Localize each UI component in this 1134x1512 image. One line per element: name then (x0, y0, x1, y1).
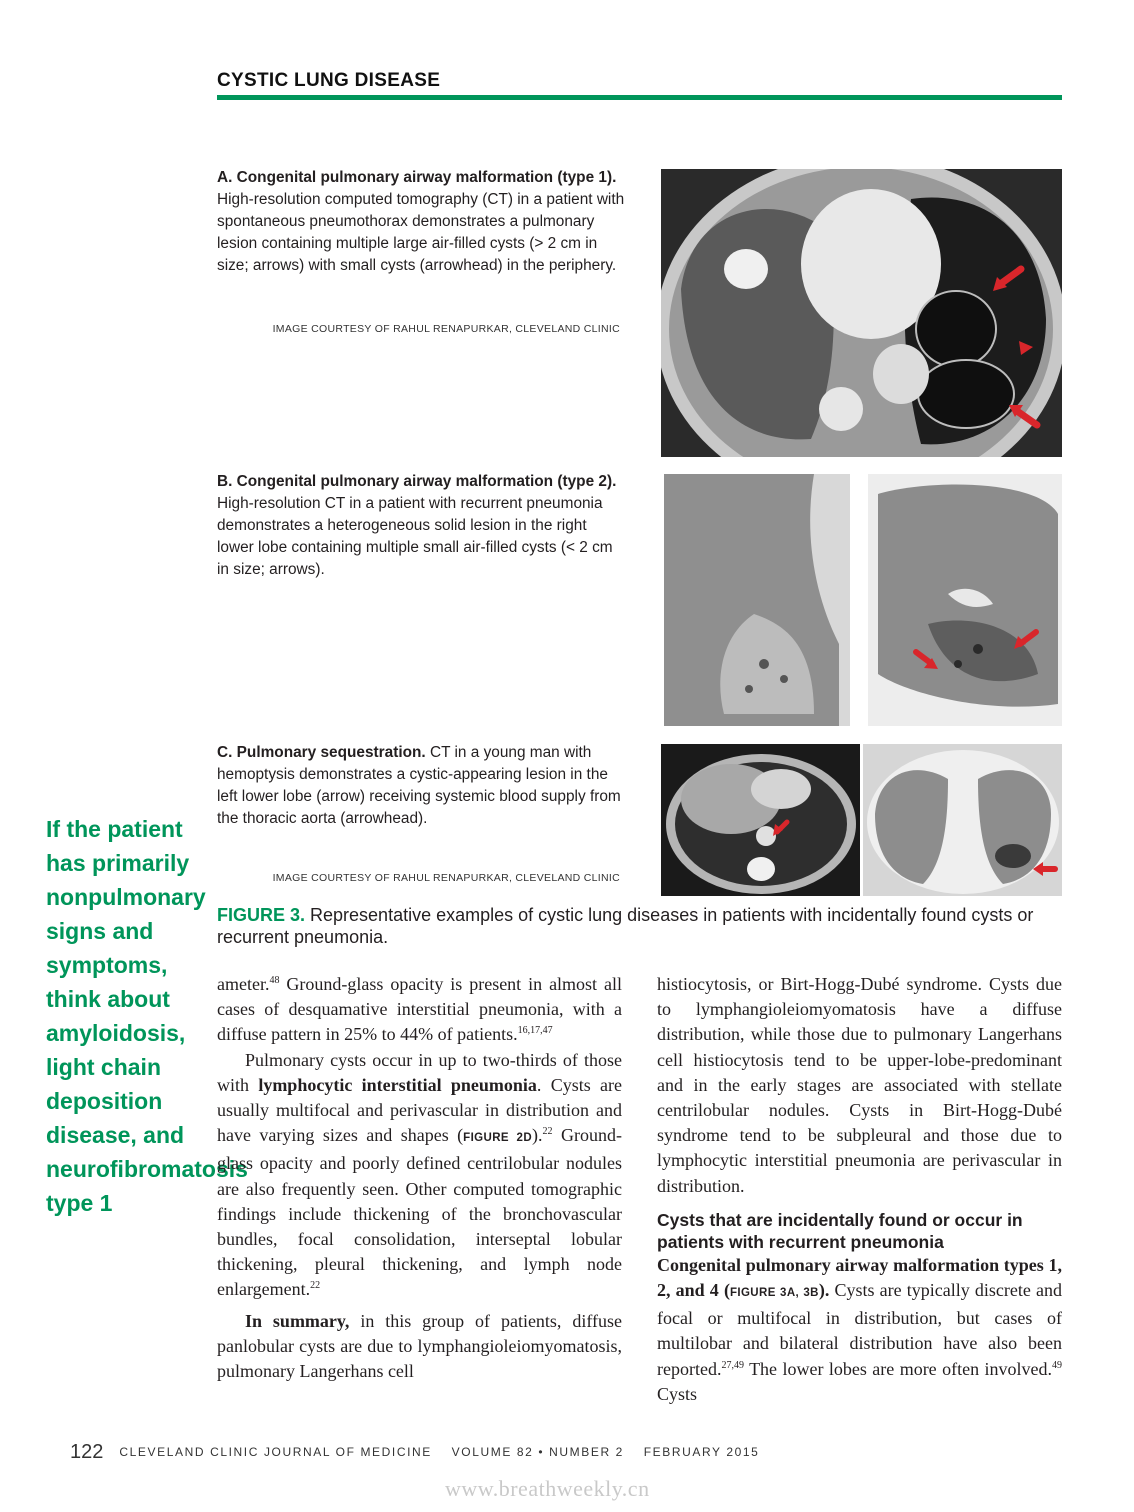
page-footer (70, 1441, 759, 1464)
body-paragraph: In summary, in this group of patients, diffuse panlobular cysts are due to lymphangioleiomyomatosis, pulmonary Langerhans cell (217, 1310, 622, 1382)
page-number: 122 (70, 1441, 104, 1463)
figure-caption (217, 904, 1047, 948)
body-paragraph: Pulmonary cysts occur in up to two-thirds of those with lymphocytic interstitial pneumonia. Cysts are usually multifocal and perivascular in distribution and have varying sizes and shapes (FIGURE 2D).$^{22}$ Ground-glass opacity and poorly defined centrilobular nodules are also frequently seen. Other computed tomographic findings include thickening of the bronchovascular bundles, focal consolidation, interseptal lobular thickening, pleural thickening, and lymph node enlargement.$^{22}$ (217, 1049, 622, 1300)
panel-a-text: High-resolution computed tomography (CT) in a patient with spontaneous pneumothorax demonstrates a pulmonary lesion containing multiple large air-filled cysts (> 2 cm in size; arrows) with small cysts (arrowhead) in the periphery. (217, 191, 625, 274)
panel-a-caption (217, 167, 627, 277)
section-header: CYSTIC LUNG DISEASE (217, 70, 441, 91)
figure-reference: FIGURE 3A, 3B (729, 1287, 819, 1300)
body-paragraph: histiocytosis, or Birt-Hogg-Dubé syndrome. Cysts due to lymphangioleiomyomatosis have a diffuse distribution, while those due to pulmonary Langerhans cell histiocytosis tend to be upper-lobe-predominant and in the early stages are associated with stellate centrilobular nodules. Cysts in Birt-Hogg-Dubé syndrome tend to be subpleural and those due to lymphocytic interstitial pneumonia are perivascular in distribution. (657, 974, 1062, 1196)
panel-b-caption (217, 471, 627, 581)
figure-caption-text: Representative examples of cystic lung diseases in patients with incidentally found cysts or recurrent pneumonia. (217, 905, 1034, 947)
issue-date: FEBRUARY 2015 (643, 1445, 760, 1459)
panel-b-text: High-resolution CT in a patient with recurrent pneumonia demonstrates a heterogeneous solid lesion in the right lower lobe containing multiple small air-filled cysts (< 2 cm in size; arrows). (217, 495, 613, 578)
header-rule (217, 95, 1062, 100)
pull-quote: If the patient has primarily nonpulmonary signs and symptoms, think about amyloidosis, light chain deposition disease, and neurofibromatosis type 1 (46, 816, 248, 1216)
panel-c-courtesy: IMAGE COURTESY OF RAHUL RENAPURKAR, CLEVELAND CLINIC (272, 872, 620, 884)
panel-a-courtesy: IMAGE COURTESY OF RAHUL RENAPURKAR, CLEVELAND CLINIC (272, 323, 620, 335)
issue-number: NUMBER 2 (549, 1445, 624, 1459)
ct-image-c-left (661, 744, 860, 896)
ct-image-b-right (868, 474, 1062, 726)
panel-c-caption (217, 742, 627, 830)
body-column-right (657, 972, 1062, 1407)
ct-image-b-left (664, 474, 850, 726)
panel-b-label: B. Congenital pulmonary airway malformation (type 2). (217, 473, 617, 490)
journal-name: CLEVELAND CLINIC JOURNAL OF MEDICINE (119, 1445, 432, 1459)
panel-a-label: A. Congenital pulmonary airway malformation (type 1). (217, 169, 617, 186)
volume: VOLUME 82 (451, 1445, 534, 1459)
figure-reference: FIGURE 2D (463, 1132, 533, 1145)
ct-image-c-right (863, 744, 1062, 896)
body-paragraph: ameter.$^{48}$ Ground-glass opacity is present in almost all cases of desquamative interstitial pneumonia, with a diffuse pattern in 25% to 44% of patients.$^{16,17,47}$ (217, 974, 622, 1045)
panel-c-label: C. Pulmonary sequestration. (217, 744, 426, 761)
subheading: Cysts that are incidentally found or occur in patients with recurrent pneumonia (657, 1209, 1023, 1252)
body-paragraph: Congenital pulmonary airway malformation types 1, 2, and 4 (FIGURE 3A, 3B). Cysts are typically discrete and focal or multifocal in distribution, but cases of multilobar and bilateral distribution have also been reported.$^{27,49}$ The lower lobes are more often involved.$^{49}$ Cysts (657, 1254, 1062, 1404)
panel-c-text: CT in a young man with hemoptysis demonstrates a cystic-appearing lesion in the left lower lobe (arrow) receiving systemic blood supply from the thoracic aorta (arrowhead). (217, 744, 621, 827)
figure-number: FIGURE 3. (217, 905, 306, 925)
ct-image-a (661, 169, 1062, 457)
footer-bullet: • (538, 1445, 545, 1459)
watermark: www.breathweekly.cn (445, 1476, 650, 1501)
body-column-left (217, 972, 622, 1384)
